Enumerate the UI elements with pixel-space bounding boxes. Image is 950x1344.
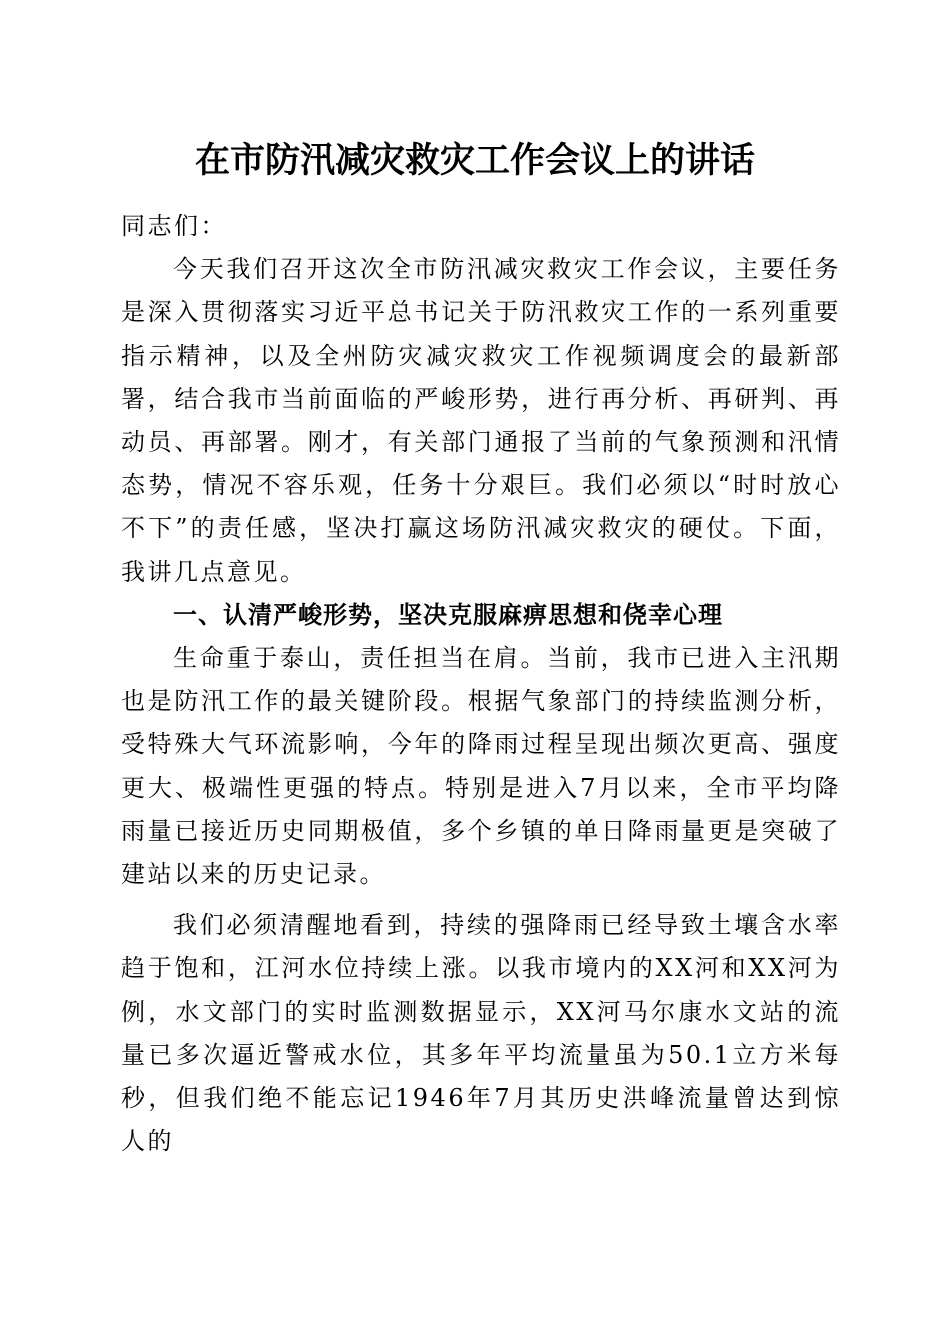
paragraph-section-1-b: 我们必须清醒地看到，持续的强降雨已经导致土壤含水率趋于饱和，江河水位持续上涨。以我市境内的XX河和XX河为例，水文部门的实时监测数据显示，XX河马尔康水文站的流量已多次逼近警戒水位，其多年平均流量虽为50.1立方米每秒，但我们绝不能忘记1946年7月其历史洪峰流量曾达到惊人的 xyxy=(121,911,841,1156)
salutation: 同志们： xyxy=(121,212,227,240)
paragraph-gap xyxy=(121,896,841,904)
document-body xyxy=(121,205,841,1163)
document-title: 在市防汛减灾救灾工作会议上的讲话 xyxy=(194,140,755,181)
paragraph-section-1-a: 生命重于泰山，责任担当在肩。当前，我市已进入主汛期也是防汛工作的最关键阶段。根据气象部门的持续监测分析，受特殊大气环流影响，今年的降雨过程呈现出频次更高、强度更大、极端性更强的特点。特别是进入7月以来，全市平均降雨量已接近历史同期极值，多个乡镇的单日降雨量更是突破了建站以来的历史记录。 xyxy=(121,644,841,889)
section-heading-1: 一、认清严峻形势，坚决克服麻痹思想和侥幸心理 xyxy=(173,600,723,629)
paragraph-intro: 今天我们召开这次全市防汛减灾救灾工作会议，主要任务是深入贯彻落实习近平总书记关于防汛救灾工作的一系列重要指示精神，以及全州防灾减灾救灾工作视频调度会的最新部署，结合我市当前面临的严峻形势，进行再分析、再研判、再动员、再部署。刚才，有关部门通报了当前的气象预测和汛情态势，情况不容乐观，任务十分艰巨。我们必须以“时时放心不下”的责任感，坚决打赢这场防汛减灾救灾的硬仗。下面，我讲几点意见。 xyxy=(121,255,841,586)
